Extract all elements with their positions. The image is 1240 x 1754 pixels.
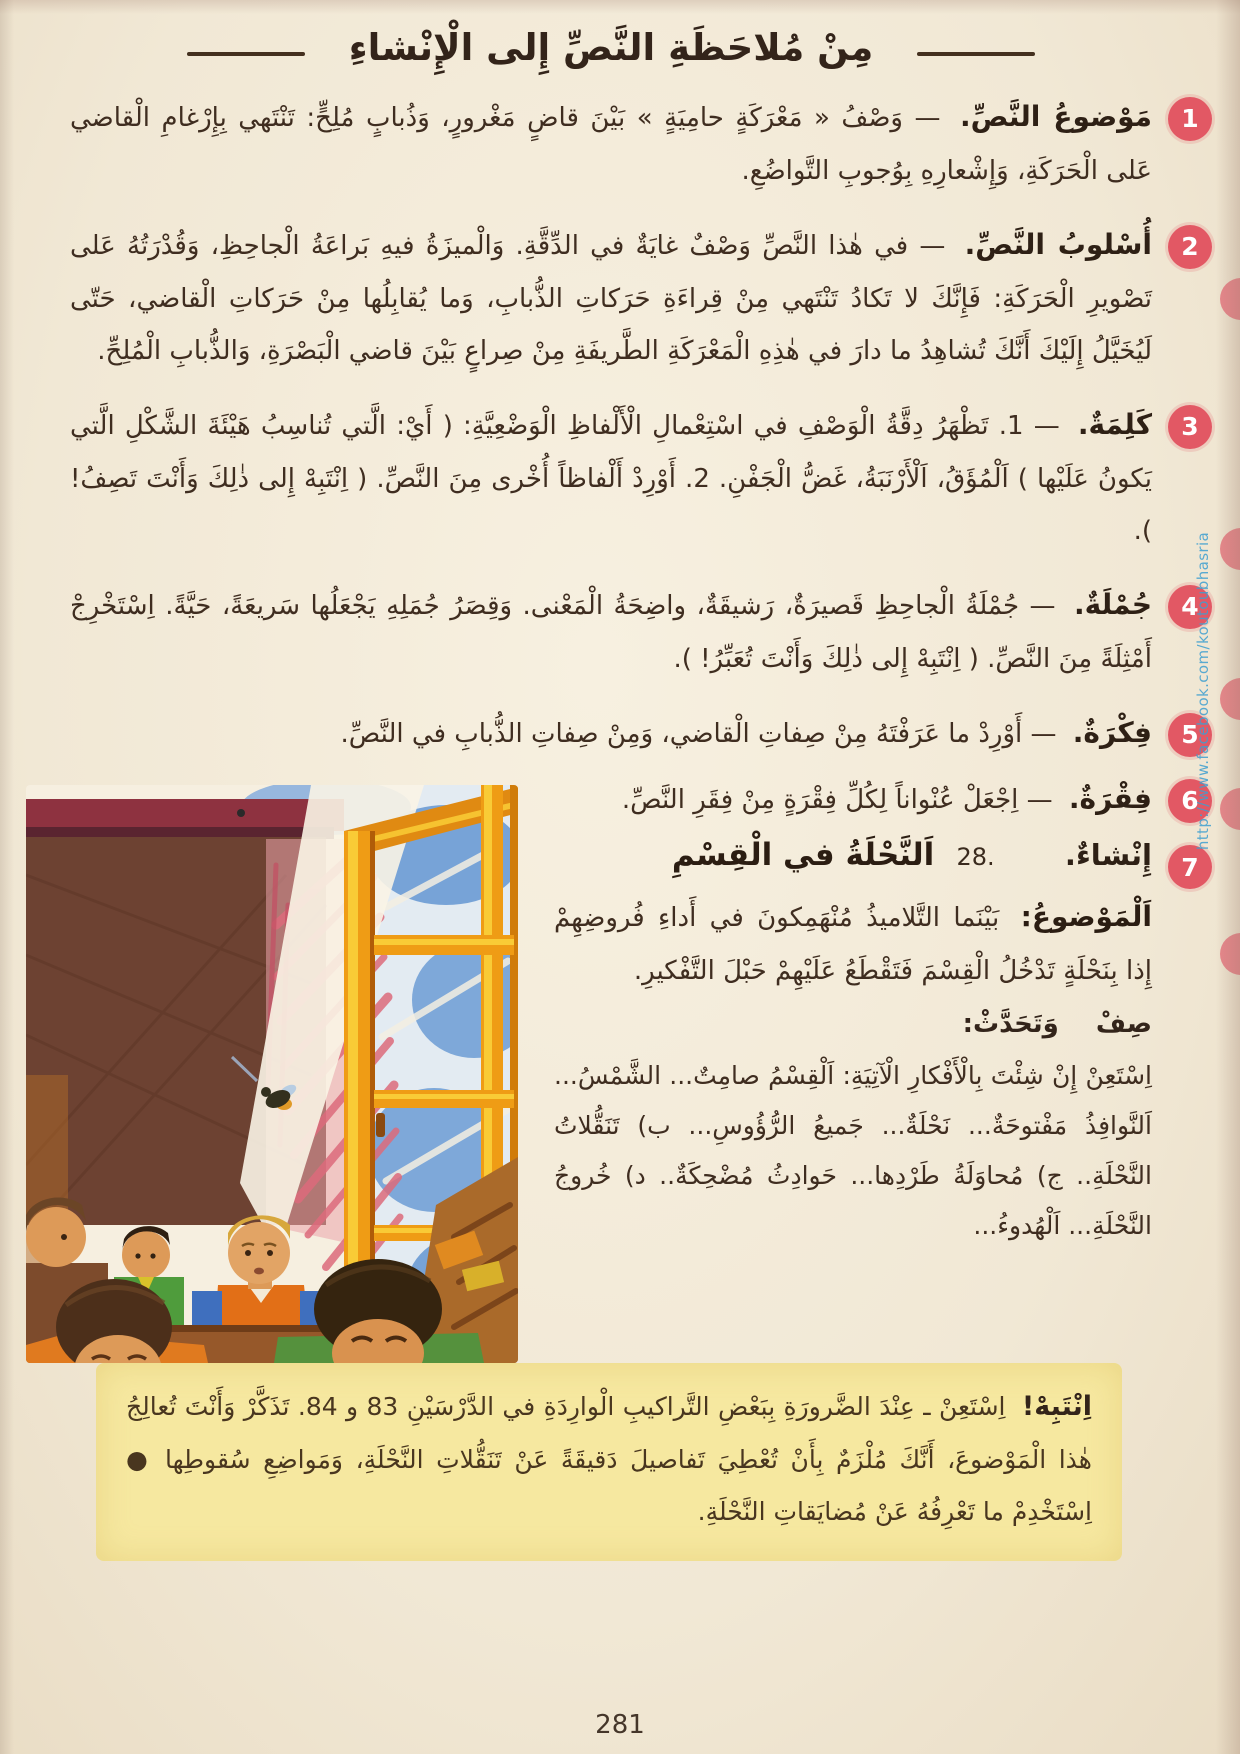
page-number: 281: [595, 1710, 645, 1740]
section-idea: [70, 705, 1199, 761]
section-2-heading: أُسْلوبُ النَّصِّ.: [964, 228, 1152, 261]
left-edge-shadow: [0, 0, 14, 1754]
attention-note-box: [96, 1363, 1122, 1561]
section-1-body: — وَصْفُ « مَعْرَكَةٍ حامِيَةٍ » بَيْنَ قاضٍ مَغْرورٍ، وَذُبابٍ مُلِحٍّ: تَنْتَهي بِإِرْغامِ الْقاضي عَلى الْحَرَكَةِ، وَإِشْعارِهِ بِوُجوبِ التَّواضُعِ.: [70, 103, 1152, 186]
section-7-heading: إِنْشاءٌ.: [1064, 838, 1152, 872]
section-4-body: — جُمْلَةُ الْجاحِظِ قَصيرَةٌ، رَشيقَةٌ، واضِحَةُ الْمَعْنى. وَقِصَرُ جُمَلِهِ يَجْعَلُها سَريعَةً، حَيَّةً. اِسْتَخْرِجْ أَمْثِلَةً مِنَ النَّصِّ. ( اِنْتَبِهْ إِلى ذٰلِكَ وَأَنْتَ تُعَبِّرُ! ).: [70, 591, 1152, 674]
section-style-of-text: [70, 217, 1199, 377]
title-dash-right: [917, 52, 1035, 56]
section-6-badge: 6: [1168, 779, 1212, 823]
section-4-badge: 4: [1168, 585, 1212, 629]
section-3-heading: كَلِمَةٌ.: [1077, 408, 1153, 441]
watermark: http://www.facebook.com/koutoubhasria: [1194, 531, 1212, 851]
section-5-body: — أَوْرِدْ ما عَرَفْتَهُ مِنْ صِفاتِ الْقاضي، وَمِنْ صِفاتِ الذُّبابِ في النَّصِّ.: [340, 719, 1057, 749]
composition-hints: اِسْتَعِنْ إِنْ شِئْتَ بِالْأَفْكارِ الْآتِيَةِ: اَلْقِسْمُ صامِتٌ... الشَّمْسُ... اَلنَّوافِذُ مَفْتوحَةٌ... نَحْلَةٌ... جَميعُ الرُّؤُوسِ... ب) تَنَقُّلاتُ النَّحْلَةِ.. ج) مُحاوَلَةُ طَرْدِها... حَوادِثُ مُضْحِكَةٌ.. د) خُروجُ النَّحْلَةِ... اَلْهُدوءُ...: [554, 1061, 1152, 1240]
right-edge-shadow: [1216, 0, 1240, 1754]
section-1-heading: مَوْضوعُ النَّصِّ.: [960, 100, 1153, 133]
section-2-body: — في هٰذا النَّصِّ وَصْفٌ غايَةٌ في الدِّقَّةِ. وَالْميزَةُ فيهِ بَراعَةُ الْجاحِظِ، وَقُدْرَتُهُ عَلى تَصْويرِ الْحَرَكَةِ: فَإِنَّكَ لا تَكادُ تَنْتَهي مِنْ قِراءَةِ حَرَكاتِ الذُّبابِ، وَما يُقابِلُها مِنْ حَرَكاتِ الْقاضي، حَتّى لَيُخَيَّلُ إِلَيْكَ أَنَّكَ تُشاهِدُ ما دارَ في هٰذِهِ الْمَعْرَكَةِ الطَّريفَةِ مِنْ صِراعٍ بَيْنَ قاضي الْبَصْرَةِ، وَالذُّبابِ الْمُلِحِّ.: [70, 231, 1152, 366]
section-paragraph-titles: [70, 771, 1199, 827]
illustration-and-composition-row: [70, 771, 1199, 1251]
section-3-badge: 3: [1168, 405, 1212, 449]
page-title: مِنْ مُلاحَظَةِ النَّصِّ إِلى الْإِنْشاءِ: [348, 26, 874, 69]
page-header: [70, 26, 1152, 69]
composition-task: صِفْ وَتَحَدَّثْ:: [962, 1009, 1152, 1039]
section-6-body: — اِجْعَلْ عُنْواناً لِكُلِّ فِقْرَةٍ مِنْ فِقَرِ النَّصِّ.: [621, 785, 1053, 815]
section-5-heading: فِكْرَةٌ.: [1072, 716, 1152, 749]
top-edge-shadow: [0, 0, 1240, 14]
section-3-body: — 1. تَظْهَرُ دِقَّةُ الْوَصْفِ في اسْتِعْمالِ الْأَلْفاظِ الْوَضْعِيَّةِ: ( أَيْ: الَّتي تُناسِبُ هَيْئَةَ الشَّكْلِ الَّتي يَكونُ عَلَيْها ) اَلْمُؤَقُ، اَلْأَرْنَبَةُ، غَضُّ الْجَفْنِ. 2. أَوْرِدْ أَلْفاظاً أُخْرى مِنَ النَّصِّ. ( اِنْتَبِهْ إِلى ذٰلِكَ وَأَنْتَ تَصِفُ! ).: [70, 411, 1152, 546]
section-word: [70, 397, 1199, 557]
section-6-heading: فِقْرَةٌ.: [1068, 782, 1152, 815]
lesson-title: اَلنَّحْلَةُ في الْقِسْمِ: [671, 837, 935, 873]
note-body: اِسْتَعِنْ ـ عِنْدَ الضَّرورَةِ بِبَعْضِ التَّراكيبِ الْوارِدَةِ في الدَّرْسَيْنِ 83 و 84. تَذَكَّرْ وَأَنْتَ تُعالِجُ هٰذا الْمَوْضوعَ، أَنَّكَ مُلْزَمٌ بِأَنْ تُعْطِيَ تَفاصيلَ دَقيقَةً عَنْ تَنَقُّلاتِ النَّحْلَةِ، وَمَواضِعِ سُقوطِها ● اِسْتَخْدِمْ ما تَعْرِفُهُ عَنْ مُضايَقاتِ النَّحْلَةِ.: [126, 1392, 1092, 1526]
lesson-number: 28.: [956, 843, 995, 871]
section-1-badge: 1: [1168, 97, 1212, 141]
section-topic-of-text: [70, 89, 1199, 197]
topic-text: بَيْنَما التَّلاميذُ مُنْهَمِكونَ في أَداءِ فُروضِهِمْ إِذا بِنَحْلَةٍ تَدْخُلُ الْقِسْمَ فَتَقْطَعُ عَلَيْهِمْ حَبْلَ التَّفْكيرِ.: [554, 903, 1152, 986]
note-lead: اِنْتَبِهْ!: [1021, 1391, 1092, 1422]
topic-label: اَلْمَوْضوعُ:: [1020, 900, 1152, 933]
section-7-badge: 7: [1168, 845, 1212, 889]
title-dash-left: [187, 52, 305, 56]
section-composition: [70, 837, 1199, 882]
section-5-badge: 5: [1168, 713, 1212, 757]
section-2-badge: 2: [1168, 225, 1212, 269]
section-sentence: [70, 577, 1199, 685]
section-4-heading: جُمْلَةٌ.: [1074, 588, 1152, 621]
